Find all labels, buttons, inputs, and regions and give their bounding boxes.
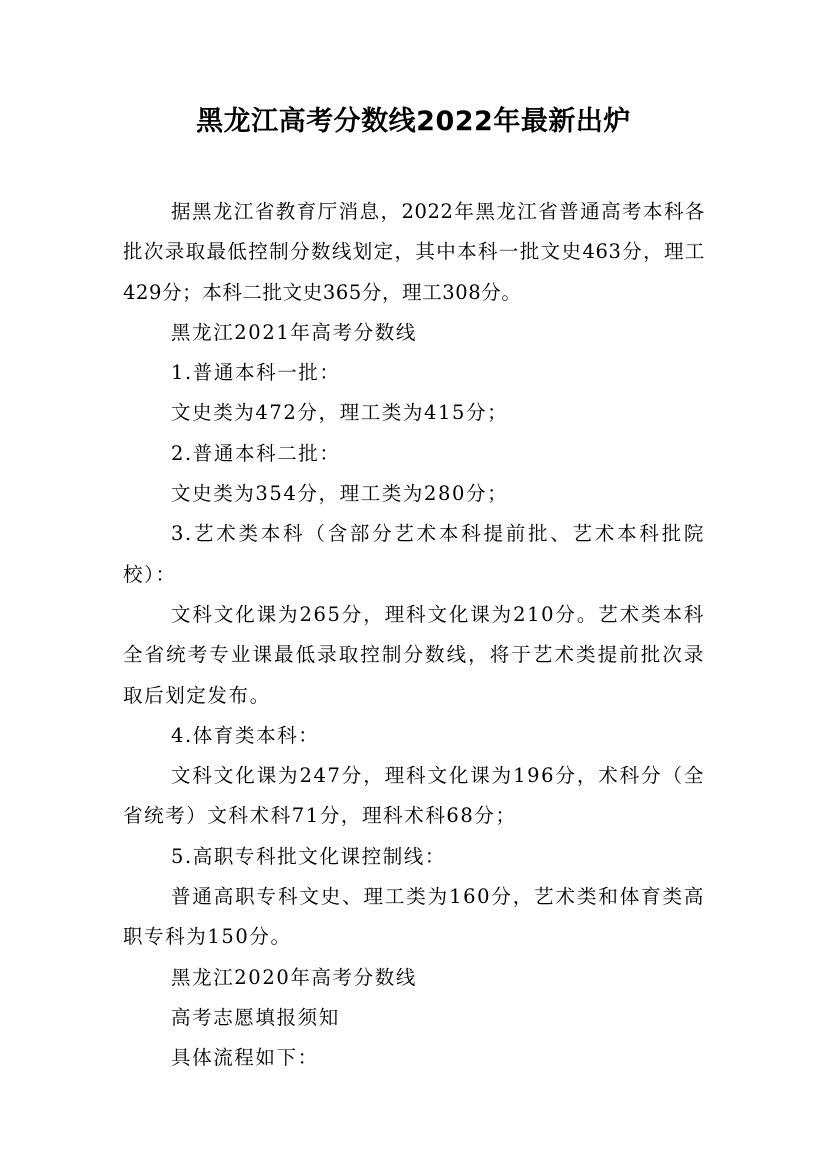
heading-2021-scores: 黑龙江2021年高考分数线 bbox=[171, 320, 417, 344]
item-4-heading: 4.体育类本科： bbox=[171, 723, 320, 747]
item-3-detail: 文科文化课为265分，理科文化课为210分。艺术类本科全省统考专业课最低录取控制分数线，将于艺术类提前批次录取后划定发布。 bbox=[123, 602, 705, 707]
item-3-heading: 3.艺术类本科（含部分艺术本科提前批、艺术本科批院校）： bbox=[123, 522, 705, 586]
heading-application-notes: 高考志愿填报须知 bbox=[171, 1005, 340, 1029]
document-body bbox=[123, 192, 705, 1079]
document-title: 黑龙江高考分数线2022年最新出炉 bbox=[196, 106, 631, 137]
item-2-heading: 2.普通本科二批： bbox=[171, 441, 341, 465]
item-1-heading: 1.普通本科一批： bbox=[171, 361, 341, 385]
heading-2020-scores: 黑龙江2020年高考分数线 bbox=[171, 965, 417, 989]
item-5-detail: 普通高职专科文史、理工类为160分，艺术类和体育类高职专科为150分。 bbox=[123, 885, 705, 949]
item-4-detail: 文科文化课为247分，理科文化课为196分，术科分（全省统考）文科术科71分，理科术科68分； bbox=[123, 764, 705, 828]
item-2-detail: 文史类为354分，理工类为280分； bbox=[171, 482, 509, 506]
paragraph-intro: 据黑龙江省教育厅消息，2022年黑龙江省普通高考本科各批次录取最低控制分数线划定，其中本科一批文史463分，理工429分；本科二批文史365分，理工308分。 bbox=[123, 200, 705, 304]
item-5-heading: 5.高职专科批文化课控制线： bbox=[171, 844, 447, 868]
heading-process: 具体流程如下： bbox=[171, 1046, 319, 1070]
item-1-detail: 文史类为472分，理工类为415分； bbox=[171, 401, 509, 425]
